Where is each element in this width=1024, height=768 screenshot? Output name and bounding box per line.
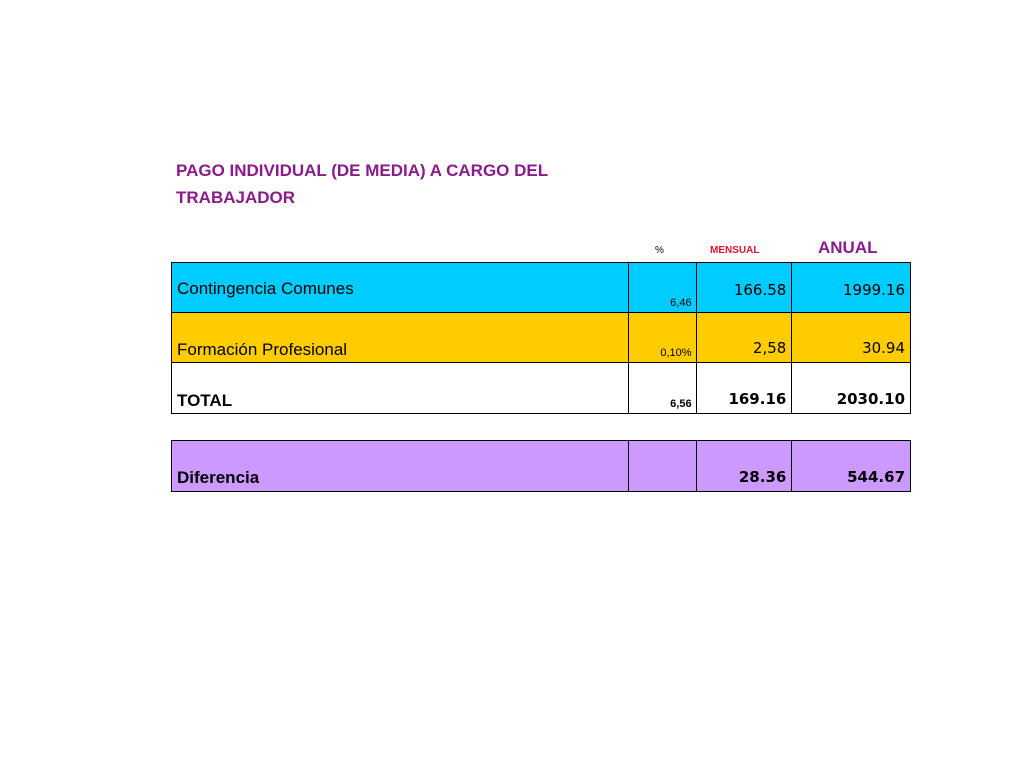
title-line-1: PAGO INDIVIDUAL (DE MEDIA) A CARGO DEL — [176, 161, 549, 180]
cell-anual — [791, 441, 910, 491]
cell-anual — [791, 313, 910, 362]
row-label: Contingencia Comunes — [177, 279, 354, 298]
table-row-total — [171, 363, 911, 414]
cell-mensual — [696, 363, 792, 413]
header-mensual: MENSUAL — [710, 245, 760, 256]
row-percent: 0,10% — [660, 347, 692, 359]
row-label: Diferencia — [177, 468, 260, 487]
row-anual: 30.94 — [862, 339, 906, 357]
row-percent: 6,46 — [670, 297, 692, 309]
row-label: Formación Profesional — [177, 340, 348, 359]
cell-percent — [628, 263, 696, 312]
title-line-2: TRABAJADOR — [176, 188, 295, 207]
row-anual: 544.67 — [847, 468, 906, 486]
row-anual: 1999.16 — [842, 281, 906, 299]
cell-label — [172, 363, 628, 413]
cell-label — [172, 263, 628, 312]
table-row-contingencia — [171, 262, 911, 313]
header-anual: ANUAL — [818, 238, 878, 257]
cell-anual — [791, 263, 910, 312]
cell-percent — [628, 313, 696, 362]
cell-mensual — [696, 313, 792, 362]
table-row-formacion — [171, 313, 911, 363]
cell-label — [172, 441, 628, 491]
row-mensual: 28.36 — [738, 468, 787, 486]
row-label: TOTAL — [177, 391, 233, 410]
row-mensual: 169.16 — [728, 390, 787, 408]
cell-anual — [791, 363, 910, 413]
page-title — [176, 157, 636, 211]
row-mensual: 166.58 — [733, 281, 787, 299]
row-anual: 2030.10 — [836, 390, 906, 408]
cell-label — [172, 313, 628, 362]
table-row-diferencia — [171, 440, 911, 492]
row-percent: 6,56 — [670, 398, 692, 410]
row-mensual: 2,58 — [752, 339, 787, 357]
cell-mensual — [696, 263, 792, 312]
cell-mensual — [696, 441, 792, 491]
cell-percent — [628, 441, 696, 491]
cell-percent — [628, 363, 696, 413]
header-percent: % — [655, 245, 664, 256]
